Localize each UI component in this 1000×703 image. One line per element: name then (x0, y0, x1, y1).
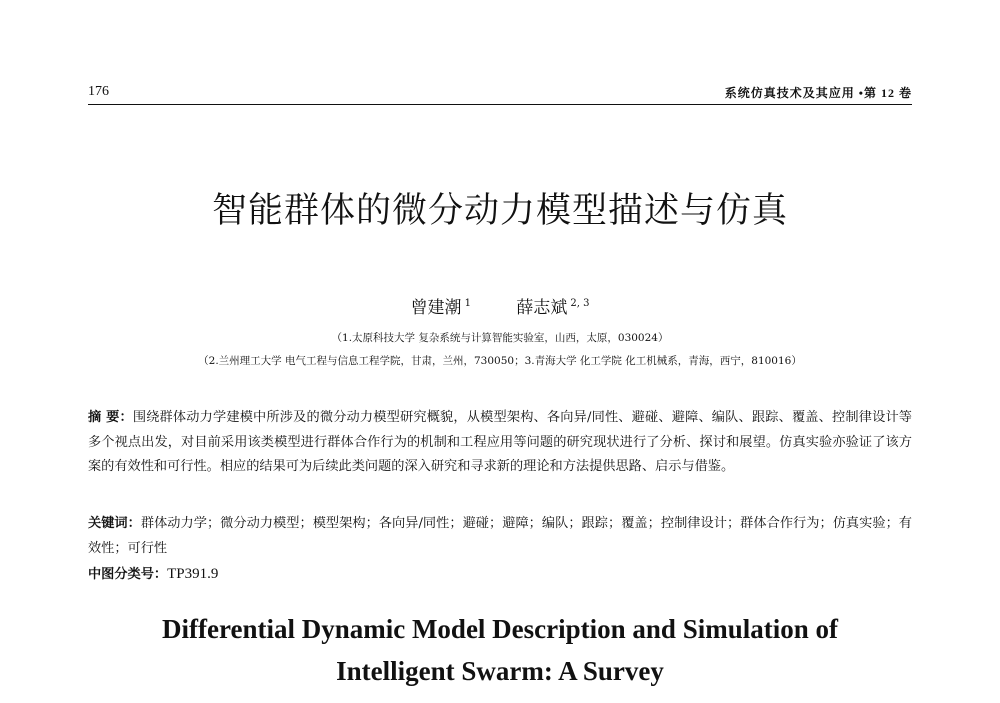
abstract-text: 围绕群体动力学建模中所涉及的微分动力模型研究概貌，从模型架构、各向异/同性、避碰、避障、编队、跟踪、覆盖、控制律设计等多个视点出发，对目前采用该类模型进行群体合作行为的机制和工程应用等问题的研究现状进行了分析、探讨和展望。仿真实验亦验证了该方案的有效性和可行性。相应的结果可为后续此类问题的深入研究和寻求新的理论和方法提供思路、启示与借鉴。 (88, 410, 912, 474)
affiliation-1: （1.太原科技大学 复杂系统与计算智能实验室，山西，太原，030024） (331, 332, 669, 344)
keywords-text: 群体动力学；微分动力模型；模型架构；各向异/同性；避碰；避障；编队；跟踪；覆盖；控制律设计；群体合作行为；仿真实验；有效性；可行性 (88, 516, 912, 556)
abstract (88, 406, 912, 480)
clc-code: TP391.9 (167, 566, 219, 582)
author-2 (516, 293, 589, 318)
affiliation-2: （2.兰州理工大学 电气工程与信息工程学院，甘肃，兰州，730050；3.青海大学 化工学院 化工机械系，青海，西宁，810016） (198, 355, 802, 367)
author-2-name: 薛志斌 (516, 298, 568, 318)
keywords-label: 关键词： (88, 516, 141, 531)
abstract-label: 摘 要： (88, 410, 133, 425)
keywords (88, 512, 912, 561)
page-number: 176 (88, 84, 109, 99)
english-title-line-1: Differential Dynamic Model Description and Simulation of (162, 614, 838, 644)
running-head: 系统仿真技术及其应用 •第 12 卷 (724, 86, 912, 100)
classification-code (88, 562, 912, 587)
author-list (0, 293, 1000, 318)
author-1-affil-mark: 1 (464, 298, 471, 309)
author-2-affil-mark: 2, 3 (570, 298, 590, 309)
english-title (0, 608, 1000, 692)
clc-label: 中图分类号： (88, 567, 168, 582)
chinese-title: 智能群体的微分动力模型描述与仿真 (211, 191, 788, 231)
author-1 (411, 293, 471, 318)
page-header (88, 82, 912, 105)
english-title-line-2: Intelligent Swarm: A Survey (336, 656, 664, 686)
author-1-name: 曾建潮 (410, 298, 462, 318)
